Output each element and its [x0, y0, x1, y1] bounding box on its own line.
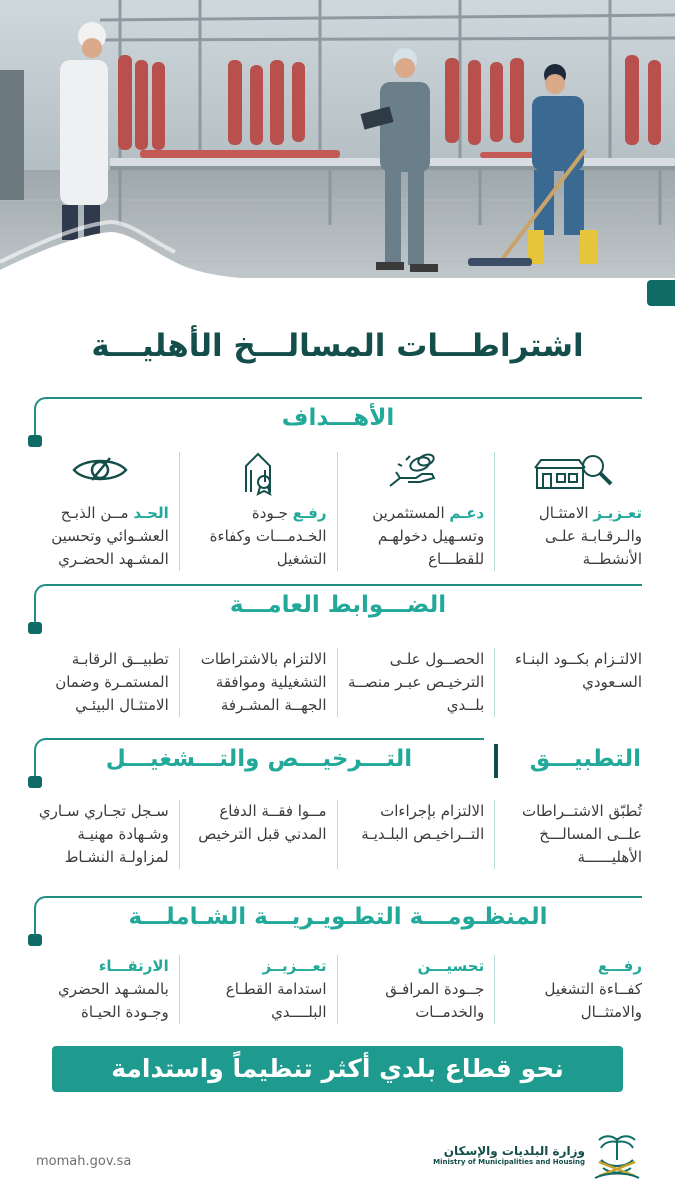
controls-title: الضـــوابط العامـــة: [229, 592, 447, 618]
controls-list: [22, 648, 652, 717]
system-text: جــودة المرافـق والخدمــات: [385, 980, 485, 1021]
controls-header: [34, 584, 642, 628]
quality-badge-icon: [238, 452, 278, 496]
system-text: بالمشـهد الحضري وجـودة الحيـاة: [57, 980, 169, 1021]
website-link[interactable]: momah.gov.sa: [36, 1154, 132, 1169]
licensing-list: [22, 800, 652, 869]
system-item: [495, 955, 652, 1024]
control-item: الالتـزام بكــود البنـاء السـعودي: [515, 650, 642, 691]
goal-highlight: رفـع: [292, 504, 327, 522]
control-item: الالتزام بالاشتراطات التشغيلية وموافقة الجهــة المشـرفة: [180, 648, 338, 717]
licensing-title: التـــرخيـــص والتـــشغيـــل: [105, 746, 413, 772]
system-item: [22, 955, 180, 1024]
slogan-banner: نحو قطاع بلدي أكثر تنظيماً واستدامة: [52, 1046, 623, 1092]
goal-highlight: تعـزيـز: [593, 504, 642, 522]
ministry-logo: [433, 1130, 641, 1180]
goal-text: المستثمرين وتسـهيل دخولهـم للقطـــاع: [372, 504, 485, 568]
slaughterhouse-illustration: [0, 0, 675, 300]
system-item: [180, 955, 338, 1024]
system-text: كفــاءة التشغيل والامتثــال: [544, 980, 642, 1021]
control-item: تطبيــق الرقابـة المستمـرة وضمان الامتثـال البيئـي: [22, 648, 180, 717]
licensing-item: الالتزام بإجراءات التــراخيـص البلـديـة: [338, 800, 496, 869]
investment-hand-icon: [386, 452, 446, 492]
licensing-item: تُطبّق الاشتــراطات علــى المسالـــخ الأهليــــــة: [522, 802, 642, 866]
goals-title: الأهـــداف: [281, 405, 395, 431]
system-item: [338, 955, 496, 1024]
palm-swords-emblem-icon: [593, 1130, 641, 1180]
licensing-header: [34, 738, 484, 782]
header-dot: [28, 776, 42, 788]
system-highlight: الارتقـــاء: [98, 957, 169, 975]
eye-icon: [70, 452, 130, 488]
goals-list: [22, 452, 652, 571]
goal-item: [180, 452, 338, 571]
header-dot: [28, 622, 42, 634]
system-text: استدامة القطـاع البلــــدي: [225, 980, 327, 1021]
system-highlight: تحسيـــن: [417, 957, 485, 975]
goal-text: مــن الذبـح العشـوائي وتحسين المشـهد الحضـري: [51, 504, 169, 568]
ministry-name-en: Ministry of Municipalities and Housing: [433, 1158, 585, 1166]
decor-tab: [647, 280, 675, 306]
goal-highlight: الحـد: [133, 504, 169, 522]
header-dot: [28, 435, 42, 447]
control-item: الحصــول علـى الترخيـص عبـر منصــة بلــدي: [338, 648, 496, 717]
system-header: [34, 896, 642, 940]
licensing-item: سـجل تجـاري سـاري وشـهادة مهنيـة لمزاولـة النشـاط: [22, 800, 180, 869]
ministry-name-ar: وزارة البلديات والإسكان: [443, 1144, 585, 1158]
system-title: المنظـومـــة التطـويـريـــة الشـاملـــة: [128, 904, 548, 930]
application-title: التطبيـــق: [529, 746, 641, 772]
goals-header: [34, 397, 642, 441]
goal-item: [338, 452, 496, 571]
goal-text: الامتثـال والـرقـابـة علـى الأنشطــة: [538, 504, 642, 568]
goal-text: جـودة الخـدمـــات وكفاءة التشغيل: [209, 504, 327, 568]
header-dot: [28, 934, 42, 946]
page-title: اشتراطـــات المسالـــخ الأهليـــة: [91, 328, 584, 364]
store-search-icon: [533, 452, 615, 492]
goal-item: [22, 452, 180, 571]
system-highlight: تعـــزيــز: [262, 957, 327, 975]
divider: [494, 744, 498, 778]
system-highlight: رفـــع: [597, 957, 642, 975]
hero-photo: [0, 0, 675, 300]
goal-highlight: دعـم: [449, 504, 485, 522]
logo-text: [433, 1144, 585, 1166]
licensing-item: مــوا فقــة الدفاع المدني قبل الترخيص: [180, 800, 338, 869]
system-list: [22, 955, 652, 1024]
goal-item: [495, 452, 652, 571]
